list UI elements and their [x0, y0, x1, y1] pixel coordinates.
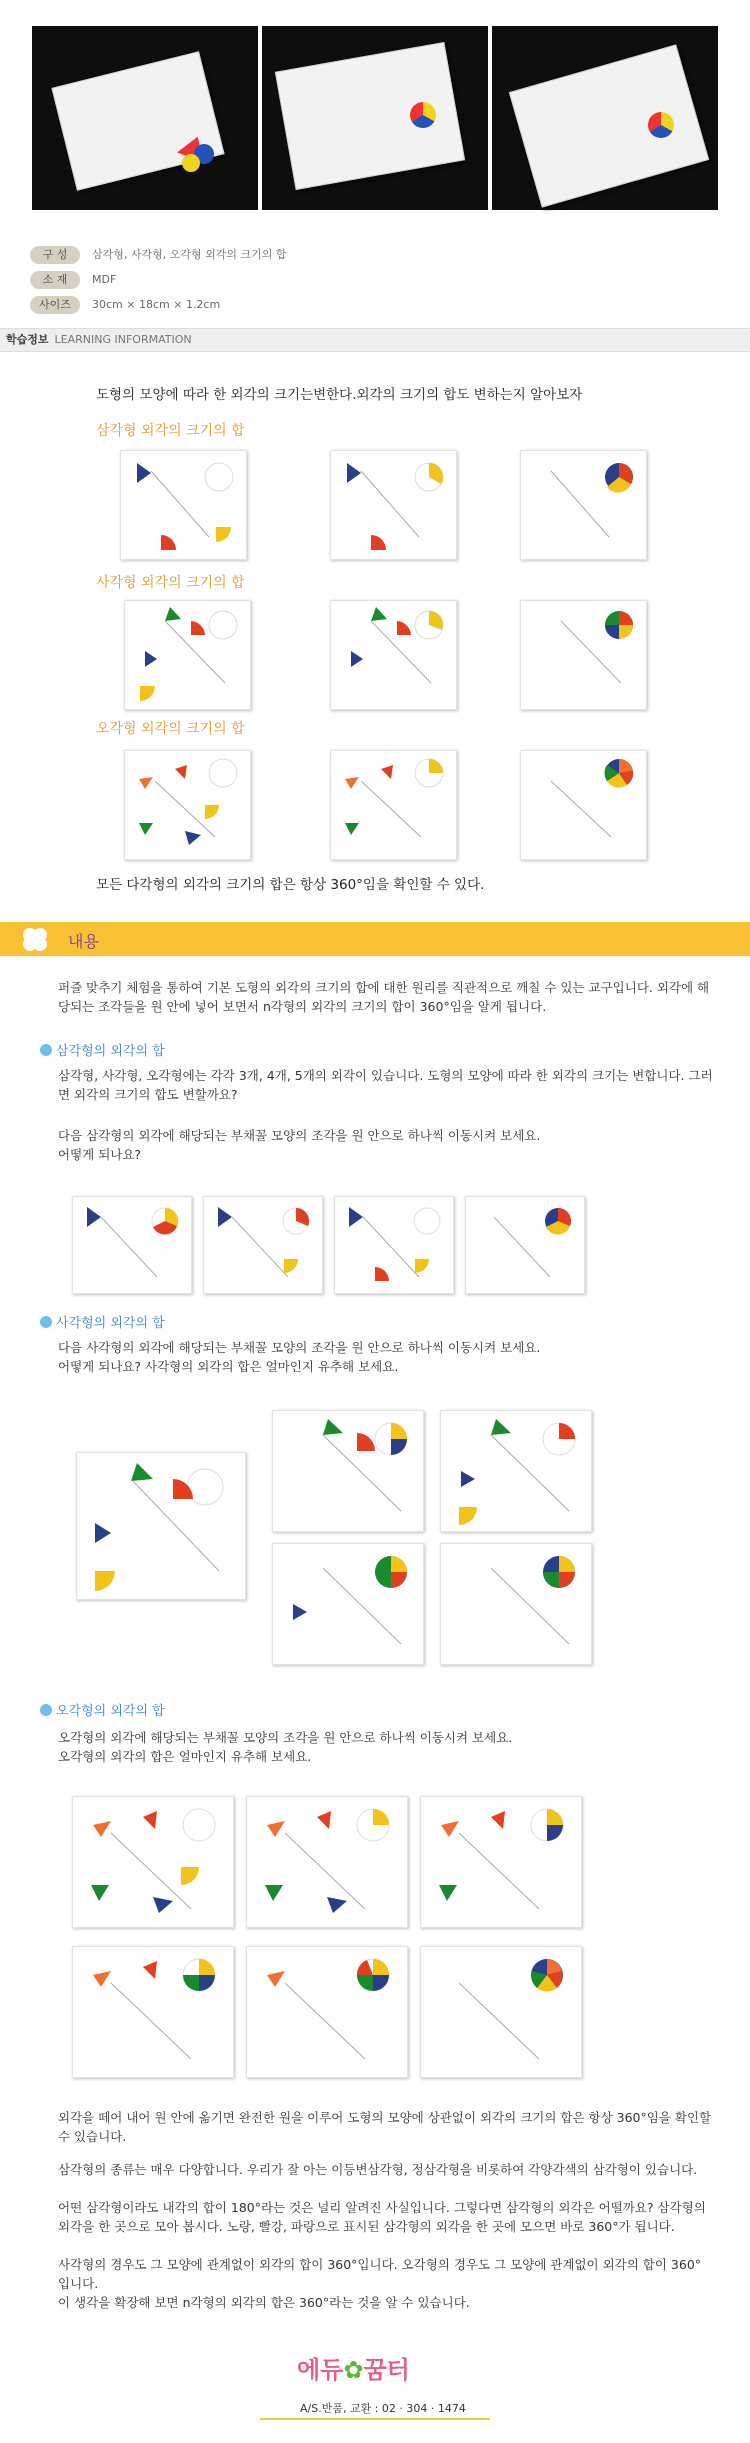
intro-paragraph: 퍼즐 맞추기 체험을 통하여 기본 도형의 외각의 크기의 합에 대한 원리를 직관적으로 깨칠 수 있는 교구입니다. 외각에 해당되는 조각들을 원 안에 넣어 보면서 n각형의 외각의 크기의 합이 360°임을 알게 됩니다. — [58, 980, 710, 1014]
spec-value: MDF — [92, 273, 117, 286]
square-text-1: 다음 사각형의 외각에 해당되는 부채꼴 모양의 조각을 원 안으로 하나씩 이동시켜 보세요. — [58, 1340, 541, 1355]
board-image — [72, 1796, 234, 1928]
bullet-icon — [40, 1044, 52, 1056]
closing-p2: 삼각형의 종류는 매우 다양합니다. 우리가 잘 아는 이등변삼각형, 정삼각형을 비롯하여 각양각색의 삼각형이 있습니다. — [58, 2162, 698, 2177]
board-image — [520, 750, 647, 860]
board-image — [246, 1796, 408, 1928]
brand-logo — [297, 2350, 410, 2385]
spec-composition — [30, 246, 287, 266]
spec-size — [30, 296, 220, 316]
subheading-text: 사각형의 외각의 합 — [56, 1316, 165, 1331]
section-title: 내용 — [68, 932, 99, 951]
logo-text-2: 꿈터 — [363, 2356, 410, 2384]
triangle-text-2: 다음 삼각형의 외각에 해당되는 부채꼴 모양의 조각을 원 안으로 하나씩 이동시켜 보세요. — [58, 1128, 541, 1143]
board-image — [120, 450, 247, 560]
subheading-text: 삼각형의 외각의 합 — [56, 1044, 165, 1059]
closing-p3: 어떤 삼각형이라도 내각의 합이 180°라는 것은 널리 알려진 사실입니다. 그렇다면 삼각형의 외각은 어떨까요? 삼각형의 외각을 한 곳으로 모아 봅시다. 노랑, 빨강, 파랑으로 표시된 삼각형의 외각을 한 곳에 모으면 바로 360°가 됩니다. — [58, 2200, 706, 2234]
pentagon-text-1: 오각형의 외각에 해당되는 부채꼴 모양의 조각을 원 안으로 하나씩 이동시켜 보세요. — [58, 1730, 513, 1745]
board-image — [330, 450, 457, 560]
product-photo-2 — [262, 26, 488, 210]
spec-value: 삼각형, 사각형, 오각형 외각의 크기의 합 — [92, 248, 287, 261]
board-image — [272, 1543, 424, 1665]
board-image — [334, 1196, 454, 1294]
closing-p5: 이 생각을 확장해 보면 n각형의 외각의 합은 360°라는 것을 알 수 있습니다. — [58, 2295, 470, 2310]
learning-info-subtitle: LEARNING INFORMATION — [54, 333, 192, 346]
spec-tag: 구 성 — [30, 246, 80, 264]
subheading-square — [40, 1312, 165, 1331]
subheading-triangle — [40, 1040, 165, 1059]
board-image — [465, 1196, 585, 1294]
board-image — [420, 1946, 582, 2078]
footer-divider — [260, 2418, 490, 2420]
board-image — [330, 750, 457, 860]
heading-square: 사각형 외각의 크기의 합 — [96, 575, 245, 591]
learning-info-bar — [0, 328, 750, 352]
clover-icon: ✿ — [343, 2356, 364, 2384]
board-image — [72, 1946, 234, 2078]
subheading-pentagon — [40, 1700, 165, 1719]
spec-material — [30, 271, 116, 291]
board-image — [440, 1543, 592, 1665]
board-image — [520, 450, 647, 560]
logo-text-1: 에듀 — [297, 2356, 344, 2384]
content-section-bar — [0, 922, 750, 956]
board-image — [72, 1196, 192, 1294]
learning-info-title: 학습정보 — [6, 333, 49, 346]
closing-p4: 사각형의 경우도 그 모양에 관계없이 외각의 합이 360°입니다. 오각형의 경우도 그 모양에 관계없이 외각의 합이 360°입니다. — [58, 2257, 702, 2291]
heading-triangle: 삼각형 외각의 크기의 합 — [96, 423, 245, 439]
intro-text: 도형의 모양에 따라 한 외각의 크기는변한다.외각의 크기의 합도 변하는지 알아보자 — [96, 387, 583, 403]
board-image — [440, 1410, 592, 1532]
board-image — [330, 600, 457, 710]
pentagon-text-2: 오각형의 외각의 합은 얼마인지 유추해 보세요. — [58, 1749, 312, 1764]
spec-value: 30cm × 18cm × 1.2cm — [92, 298, 221, 311]
board-image — [124, 600, 251, 710]
product-photo-3 — [492, 26, 718, 210]
triangle-text-1: 삼각형, 사각형, 오각형에는 각각 3개, 4개, 5개의 외각이 있습니다. 도형의 모양에 따라 한 외각의 크기는 변합니다. 그러면 외각의 크기의 합도 변할까요? — [58, 1068, 713, 1102]
subheading-text: 오각형의 외각의 합 — [56, 1704, 165, 1719]
clover-icon — [14, 925, 58, 953]
board-image — [246, 1946, 408, 2078]
closing-p1: 외각을 떼어 내어 원 안에 옮기면 완전한 원을 이루어 도형의 모양에 상관없이 외각의 크기의 합은 항상 360°임을 확인할 수 있습니다. — [58, 2110, 712, 2144]
board-image — [520, 600, 647, 710]
board-image — [124, 750, 251, 860]
board-image — [76, 1452, 246, 1600]
board-image — [420, 1796, 582, 1928]
conclusion-text: 모든 다각형의 외각의 크기의 합은 항상 360°임을 확인할 수 있다. — [96, 877, 485, 893]
bullet-icon — [40, 1704, 52, 1716]
triangle-text-3: 어떻게 되나요? — [58, 1147, 142, 1162]
bullet-icon — [40, 1316, 52, 1328]
spec-tag: 사이즈 — [30, 296, 80, 314]
board-image — [272, 1410, 424, 1532]
footer-text: A/S.반품, 교환 : 02 · 304 · 1474 — [300, 2402, 466, 2415]
square-text-2: 어떻게 되나요? 사각형의 외각의 합은 얼마인지 유추해 보세요. — [58, 1359, 399, 1374]
spec-tag: 소 재 — [30, 271, 80, 289]
product-photo-1 — [32, 26, 258, 210]
board-image — [203, 1196, 323, 1294]
heading-pentagon: 오각형 외각의 크기의 합 — [96, 721, 245, 737]
